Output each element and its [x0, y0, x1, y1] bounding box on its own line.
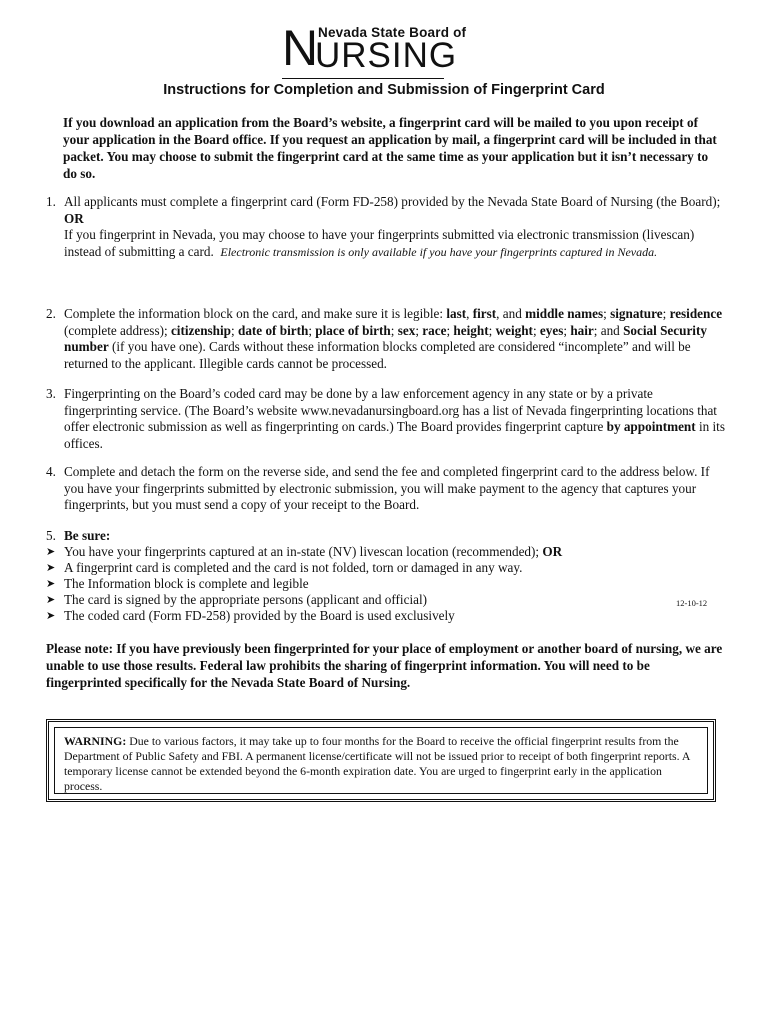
warning-inner-border [54, 727, 708, 794]
field-ssn: Social Security number [64, 322, 707, 354]
item-1-line-1: All applicants must complete a fingerprint card (Form FD-258) provided by the Nevada State Board of Nursing (the Board); [64, 194, 721, 209]
intro-paragraph: If you download an application from the Board’s website, a fingerprint card will be mailed to you upon receipt of your application in the Board office. If you request an application by mail, a fingerprint card will be included in that packet. You may choose to submit the fingerprint card at the same time as your application but it isn’t necessary to do so. [63, 115, 717, 181]
logo-top-line: Nevada State Board of [318, 25, 467, 40]
board-logo [282, 22, 482, 84]
item-3-text: Fingerprinting on the Board’s coded card may be done by a law enforcement agency in any state or by a private fingerprinting service. (The Board’s website www.nevadanursingboard.org has a list of Nevada fingerprinting locations that offer electronic submission as well as fingerprinting on cards.) The Board provides fingerprint capture [64, 386, 717, 434]
arrow-bullet-icon: ➤ [46, 578, 56, 590]
please-note-paragraph: Please note: If you have previously been fingerprinted for your place of employment or another board of nursing, we are unable to use those results. Federal law prohibits the sharing of fingerprint information. You will need to be fingerprinted specifically for the Nevada State Board of Nursing. [46, 641, 723, 690]
field-sex: sex [397, 322, 416, 338]
field-residence: residence [669, 306, 723, 321]
item-number: 1. [46, 194, 56, 209]
bullet-text: The Information block is complete and legible [64, 576, 309, 591]
field-race: race [422, 322, 447, 338]
field-middle-names: middle names [525, 306, 604, 321]
item-4-text: Complete and detach the form on the reverse side, and send the fee and completed fingerprint card to the address below. If you have your fingerprints submitted by electronic submission, you will make payment to the agency that captures your fingerprints, but you must send a copy of your receipt to the Board. [64, 464, 710, 512]
field-place-of-birth: place of birth [315, 322, 391, 338]
item-2-tail: (if you have one). Cards without these information blocks completed are considered “incomplete” and will be returned to the applicant. Illegible cards cannot be processed. [64, 339, 691, 371]
page-title: Instructions for Completion and Submission of Fingerprint Card [163, 82, 605, 98]
field-signature: signature [610, 306, 663, 321]
item-3-tail: in its offices. [64, 419, 725, 451]
conjunction: , and [496, 306, 526, 321]
bullet-text: You have your fingerprints captured at an in-state (NV) livescan location (recommended); [64, 544, 543, 559]
logo-big-letter: N [282, 20, 319, 76]
bullet-text: The card is signed by the appropriate persons (applicant and official) [64, 592, 428, 607]
warning-text: Due to various factors, it may take up to four months for the Board to receive the official fingerprint results from the Department of Public Safety and FBI. A permanent license/certificate will not be issued prior to receipt of both fingerprint reports. A temporary license cannot be extended beyond the 6-month expiration date. You are urged to fingerprint early in the application process. [64, 734, 690, 793]
list-item [46, 592, 736, 608]
item-5-label: Be sure: [64, 528, 111, 543]
revision-date: 12-10-12 [676, 598, 708, 608]
logo-underline [282, 78, 444, 79]
list-item [46, 576, 736, 592]
arrow-bullet-icon: ➤ [46, 562, 56, 574]
field-first: first [472, 306, 497, 321]
arrow-bullet-icon: ➤ [46, 546, 56, 558]
item-1-or: OR [64, 210, 84, 226]
arrow-bullet-icon: ➤ [46, 594, 56, 606]
item-number: 5. [46, 528, 56, 543]
residence-note: (complete address); [64, 322, 171, 338]
field-citizenship: citizenship [170, 322, 232, 338]
conjunction: ; and [593, 322, 620, 338]
item-1-italic-note: Electronic transmission is only available if you have your fingerprints captured in Nevada. [220, 244, 658, 259]
list-item [46, 560, 736, 576]
checklist [46, 544, 736, 624]
arrow-bullet-icon: ➤ [46, 610, 56, 622]
item-3-bold: by appointment [606, 419, 696, 434]
logo-wordmark: URSING [315, 36, 458, 75]
item-number: 3. [46, 386, 56, 401]
bullet-text: The coded card (Form FD-258) provided by the Board is used exclusively [64, 608, 455, 623]
item-1-line-2: If you fingerprint in Nevada, you may choose to have your fingerprints submitted via electronic transmission (livescan) instead of submitting a card. [64, 227, 695, 259]
field-eyes: eyes [539, 322, 564, 338]
bullet-or: OR [542, 544, 563, 559]
item-number: 4. [46, 464, 56, 479]
list-item [46, 544, 736, 560]
field-last: last [446, 306, 467, 321]
field-date-of-birth: date of birth [237, 322, 309, 338]
item-number: 2. [46, 306, 56, 321]
warning-box [46, 719, 716, 802]
warning-label: WARNING: [64, 734, 127, 748]
item-2-text: Complete the information block on the card, and make sure it is legible: [64, 306, 447, 321]
field-hair: hair [570, 322, 594, 338]
bullet-text: A fingerprint card is completed and the card is not folded, torn or damaged in any way. [64, 560, 523, 575]
document-page: N Nevada State Board of URSING Instructions for Completion and Submission of Fingerprint Card If you download an application from the Board’s website, a fingerprint card will be mailed to you upon receipt of your application in the Board office. If you request an application by mail, a fingerprint card will be included in that packet. You may choose to submit the fingerprint card at the same time as your application but it isn’t necessary to do so. 1. All applicants must complete a fingerprint card (Form FD-258) provided by the Nevada State Board of Nursing (the Board); OR If you fingerprint in Nevada, you may choose to have your fingerprints submitted via electronic transmission (livescan) instead of submitting a card. Electronic transmission is only available if you have your fingerprints captured in Nevada. 2. Complete the information block on the card, and make sure it is legible: last, first, and middle names; signature; residence (complete address); citizenship; date of birth; place of birth; sex; race; height; weight; eyes; hair; and Social Security number (if you have one). Cards without these information blocks completed are considered “incomplete” and will be returned to the applicant. Illegible cards cannot be processed. 3. Fingerprinting on the Board’s coded card may be done by a law enforcement agency in any state or by a private fingerprinting service. (The Board’s website www.nevadanursingboard.org has a list of Nevada fingerprinting locations that offer electronic submission as well as fingerprinting on cards.) The Board provides fingerprint capture by appointment in its offices. 4. Complete and detach the form on the reverse side, and send the fee and completed fingerprint card to the address below. If you have your fingerprints submitted by electronic submission, you will make payment to the agency that captures your fingerprints, but you must send a copy of your receipt to the Board. 5. Be sure: ➤ You have your fingerprints captured at an in-state (NV) livescan location (recommended); OR ➤ A fingerprint card is completed and the card is not folded, torn or damaged in any way. ➤ The Information block is complete and legible ➤ The card is signed by the appropriate persons (applicant and official) ➤ The coded card (Form FD-258) provided by the Board is used exclusively 12-10-12 Please note: If you have previously been fingerprinted for your place of employment or another board of nursing, we are unable to use those results. Federal law prohibits the sharing of fingerprint information. You will need to be fingerprinted specifically for the Nevada State Board of Nursing. WARNING: Due to various factors, it may take up to four months for the Board to receive the official fingerprint results from the Department of Public Safety and FBI. A permanent license/certificate will not be issued prior to receipt of both fingerprint reports. A temporary license cannot be extended beyond the 6-month expiration date. You are urged to fingerprint early in the application process. [0, 0, 768, 1024]
list-item [46, 608, 736, 624]
field-height: height [453, 322, 489, 338]
field-weight: weight [495, 322, 533, 338]
